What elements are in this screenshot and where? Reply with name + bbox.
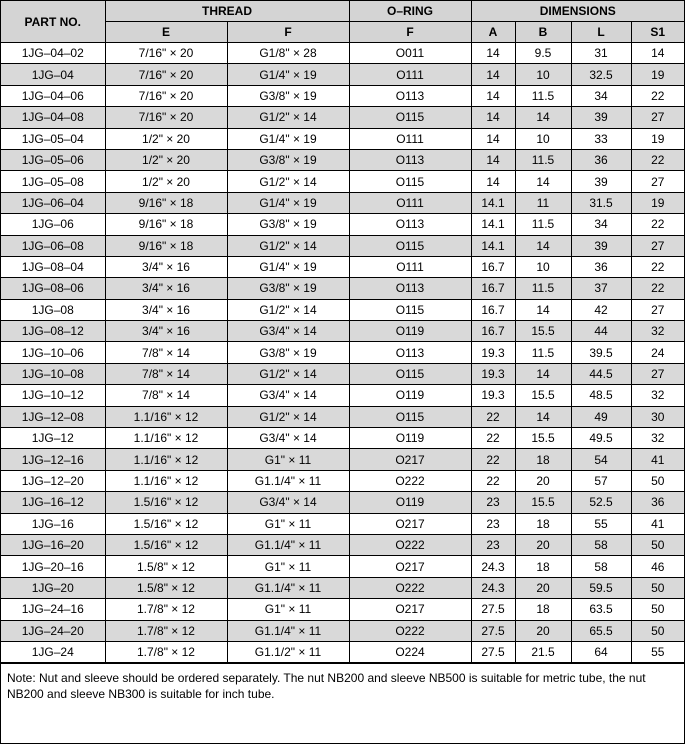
table-row [1,64,684,85]
dim-b-cell: 20 [515,534,571,555]
table-row [1,43,684,64]
dim-a-cell: 14 [471,64,515,85]
thread-e-cell: 1.5/8" × 12 [105,577,227,598]
dim-b-cell: 20 [515,577,571,598]
dim-b-cell: 10 [515,128,571,149]
dim-l-cell: 58 [571,556,631,577]
dim-a-cell: 23 [471,492,515,513]
part-no-cell: 1JG–08–04 [1,256,105,277]
dim-l-cell: 33 [571,128,631,149]
part-no-cell: 1JG–04 [1,64,105,85]
oring-cell: O119 [349,428,471,449]
dim-l-cell: 36 [571,149,631,170]
table-row [1,406,684,427]
part-no-cell: 1JG–24 [1,641,105,662]
dim-l-cell: 39.5 [571,342,631,363]
dim-s1-cell: 50 [631,620,684,641]
table-row [1,299,684,320]
dim-a-cell: 19.3 [471,385,515,406]
thread-e-cell: 1.1/16" × 12 [105,428,227,449]
table-row [1,599,684,620]
thread-f-cell: G1/4" × 19 [227,192,349,213]
dim-b-cell: 11.5 [515,214,571,235]
table-row [1,556,684,577]
dim-s1-cell: 32 [631,321,684,342]
oring-cell: O222 [349,620,471,641]
dim-a-cell: 24.3 [471,556,515,577]
dim-s1-cell: 27 [631,235,684,256]
oring-cell: O113 [349,342,471,363]
table-row [1,363,684,384]
part-no-cell: 1JG–10–12 [1,385,105,406]
oring-cell: O113 [349,278,471,299]
dim-s1-cell: 22 [631,278,684,299]
dim-a-cell: 16.7 [471,299,515,320]
part-no-cell: 1JG–16–12 [1,492,105,513]
oring-cell: O115 [349,363,471,384]
dim-a-cell: 27.5 [471,620,515,641]
dim-s1-cell: 50 [631,534,684,555]
table-row [1,128,684,149]
table-row [1,385,684,406]
thread-e-cell: 1.1/16" × 12 [105,449,227,470]
thread-f-cell: G1/4" × 19 [227,128,349,149]
part-no-cell: 1JG–12 [1,428,105,449]
oring-cell: O111 [349,192,471,213]
dim-b-cell: 11.5 [515,85,571,106]
thread-f-cell: G3/4" × 14 [227,492,349,513]
oring-cell: O011 [349,43,471,64]
header-oring-f: F [349,22,471,43]
dim-s1-cell: 27 [631,299,684,320]
dim-a-cell: 14.1 [471,235,515,256]
thread-f-cell: G1.1/2" × 11 [227,641,349,662]
table-row [1,534,684,555]
part-no-cell: 1JG–04–06 [1,85,105,106]
header-dim-b: B [515,22,571,43]
oring-cell: O217 [349,513,471,534]
dim-a-cell: 23 [471,534,515,555]
dim-a-cell: 16.7 [471,278,515,299]
thread-f-cell: G1" × 11 [227,513,349,534]
dim-l-cell: 49.5 [571,428,631,449]
table-row [1,235,684,256]
oring-cell: O113 [349,85,471,106]
dim-l-cell: 39 [571,235,631,256]
thread-e-cell: 9/16" × 18 [105,192,227,213]
dim-a-cell: 16.7 [471,321,515,342]
dim-l-cell: 34 [571,214,631,235]
table-row [1,577,684,598]
dim-a-cell: 22 [471,428,515,449]
part-no-cell: 1JG–08–06 [1,278,105,299]
dim-b-cell: 14 [515,107,571,128]
dim-b-cell: 11.5 [515,278,571,299]
table-row [1,449,684,470]
part-no-cell: 1JG–16–20 [1,534,105,555]
header-thread-f: F [227,22,349,43]
oring-cell: O115 [349,299,471,320]
dim-b-cell: 18 [515,513,571,534]
dim-l-cell: 55 [571,513,631,534]
dim-a-cell: 14 [471,43,515,64]
dim-a-cell: 14.1 [471,192,515,213]
oring-cell: O111 [349,64,471,85]
thread-f-cell: G1" × 11 [227,599,349,620]
dim-l-cell: 48.5 [571,385,631,406]
oring-cell: O115 [349,406,471,427]
thread-e-cell: 9/16" × 18 [105,214,227,235]
thread-e-cell: 1.5/16" × 12 [105,513,227,534]
oring-cell: O217 [349,599,471,620]
table-row [1,149,684,170]
thread-e-cell: 1.1/16" × 12 [105,470,227,491]
dim-b-cell: 15.5 [515,321,571,342]
dim-a-cell: 14 [471,149,515,170]
thread-e-cell: 1/2" × 20 [105,149,227,170]
thread-f-cell: G1/4" × 19 [227,256,349,277]
table-row [1,214,684,235]
dim-l-cell: 31.5 [571,192,631,213]
oring-cell: O119 [349,321,471,342]
thread-f-cell: G3/4" × 14 [227,385,349,406]
dim-a-cell: 22 [471,406,515,427]
table-row [1,256,684,277]
dim-b-cell: 11.5 [515,342,571,363]
thread-f-cell: G1/2" × 14 [227,363,349,384]
dim-s1-cell: 50 [631,599,684,620]
thread-e-cell: 7/16" × 20 [105,107,227,128]
oring-cell: O115 [349,235,471,256]
dim-l-cell: 64 [571,641,631,662]
dim-a-cell: 27.5 [471,641,515,662]
thread-e-cell: 7/16" × 20 [105,85,227,106]
dim-b-cell: 14 [515,406,571,427]
dim-s1-cell: 27 [631,363,684,384]
thread-e-cell: 3/4" × 16 [105,321,227,342]
oring-cell: O115 [349,171,471,192]
thread-e-cell: 1.5/16" × 12 [105,534,227,555]
dim-a-cell: 14 [471,128,515,149]
oring-cell: O222 [349,470,471,491]
oring-cell: O119 [349,492,471,513]
dim-s1-cell: 46 [631,556,684,577]
thread-f-cell: G1/2" × 14 [227,299,349,320]
thread-f-cell: G3/4" × 14 [227,321,349,342]
header-dim-a: A [471,22,515,43]
thread-f-cell: G1" × 11 [227,449,349,470]
dim-s1-cell: 19 [631,64,684,85]
part-no-cell: 1JG–05–08 [1,171,105,192]
dim-l-cell: 57 [571,470,631,491]
thread-e-cell: 1.5/16" × 12 [105,492,227,513]
dim-b-cell: 15.5 [515,492,571,513]
dim-s1-cell: 36 [631,492,684,513]
oring-cell: O111 [349,256,471,277]
dim-l-cell: 34 [571,85,631,106]
part-no-cell: 1JG–20 [1,577,105,598]
dim-l-cell: 36 [571,256,631,277]
dim-b-cell: 20 [515,470,571,491]
header-dim-s1: S1 [631,22,684,43]
dim-a-cell: 27.5 [471,599,515,620]
part-no-cell: 1JG–05–06 [1,149,105,170]
part-no-cell: 1JG–12–16 [1,449,105,470]
thread-e-cell: 7/16" × 20 [105,64,227,85]
oring-cell: O217 [349,556,471,577]
dim-s1-cell: 24 [631,342,684,363]
part-no-cell: 1JG–04–08 [1,107,105,128]
dim-b-cell: 18 [515,556,571,577]
oring-cell: O113 [349,149,471,170]
dim-a-cell: 24.3 [471,577,515,598]
thread-f-cell: G1.1/4" × 11 [227,620,349,641]
dim-b-cell: 10 [515,256,571,277]
dim-l-cell: 63.5 [571,599,631,620]
thread-f-cell: G3/8" × 19 [227,278,349,299]
header-thread-e: E [105,22,227,43]
table-row [1,428,684,449]
dim-l-cell: 37 [571,278,631,299]
thread-e-cell: 1.7/8" × 12 [105,599,227,620]
thread-e-cell: 3/4" × 16 [105,256,227,277]
dim-a-cell: 19.3 [471,342,515,363]
part-no-cell: 1JG–10–06 [1,342,105,363]
dim-s1-cell: 41 [631,449,684,470]
dim-s1-cell: 50 [631,577,684,598]
thread-e-cell: 1.1/16" × 12 [105,406,227,427]
dim-s1-cell: 14 [631,43,684,64]
dim-b-cell: 15.5 [515,428,571,449]
dim-b-cell: 21.5 [515,641,571,662]
part-no-cell: 1JG–08 [1,299,105,320]
oring-cell: O217 [349,449,471,470]
part-no-cell: 1JG–06 [1,214,105,235]
thread-f-cell: G1.1/4" × 11 [227,577,349,598]
oring-cell: O113 [349,214,471,235]
table-row [1,641,684,662]
dim-a-cell: 16.7 [471,256,515,277]
table-row [1,107,684,128]
thread-f-cell: G3/8" × 19 [227,342,349,363]
table-row [1,470,684,491]
thread-e-cell: 1/2" × 20 [105,171,227,192]
oring-cell: O119 [349,385,471,406]
thread-f-cell: G1.1/4" × 11 [227,470,349,491]
thread-f-cell: G3/4" × 14 [227,428,349,449]
oring-cell: O222 [349,577,471,598]
table-row [1,278,684,299]
part-no-cell: 1JG–08–12 [1,321,105,342]
dim-s1-cell: 32 [631,428,684,449]
dim-b-cell: 20 [515,620,571,641]
table-row [1,85,684,106]
thread-f-cell: G1/2" × 14 [227,107,349,128]
thread-f-cell: G1/8" × 28 [227,43,349,64]
header-dimensions: DIMENSIONS [471,1,684,22]
dim-l-cell: 31 [571,43,631,64]
part-no-cell: 1JG–04–02 [1,43,105,64]
part-no-cell: 1JG–24–16 [1,599,105,620]
dim-s1-cell: 27 [631,107,684,128]
dim-b-cell: 11.5 [515,149,571,170]
table-row [1,321,684,342]
part-no-cell: 1JG–06–04 [1,192,105,213]
dim-s1-cell: 27 [631,171,684,192]
oring-cell: O222 [349,534,471,555]
dim-b-cell: 9.5 [515,43,571,64]
table-row [1,192,684,213]
table-row [1,492,684,513]
dim-l-cell: 58 [571,534,631,555]
dim-s1-cell: 19 [631,128,684,149]
thread-f-cell: G1/2" × 14 [227,235,349,256]
header-part-no: PART NO. [1,1,105,43]
header-row-group [1,1,684,22]
dim-s1-cell: 30 [631,406,684,427]
oring-cell: O111 [349,128,471,149]
thread-e-cell: 3/4" × 16 [105,299,227,320]
thread-e-cell: 1.7/8" × 12 [105,641,227,662]
dim-l-cell: 39 [571,171,631,192]
dim-b-cell: 18 [515,599,571,620]
thread-e-cell: 7/16" × 20 [105,43,227,64]
dim-l-cell: 44.5 [571,363,631,384]
dim-l-cell: 42 [571,299,631,320]
footnote: Note: Nut and sleeve should be ordered separately. The nut NB200 and sleeve NB500 is suitable for metric tube, the nut NB200 and sleeve NB300 is suitable for inch tube. [1,663,684,713]
header-dim-l: L [571,22,631,43]
dim-b-cell: 11 [515,192,571,213]
thread-e-cell: 1/2" × 20 [105,128,227,149]
dim-b-cell: 14 [515,171,571,192]
part-no-cell: 1JG–12–08 [1,406,105,427]
oring-cell: O224 [349,641,471,662]
dim-s1-cell: 22 [631,214,684,235]
dim-l-cell: 65.5 [571,620,631,641]
part-no-cell: 1JG–12–20 [1,470,105,491]
dim-a-cell: 14 [471,85,515,106]
thread-f-cell: G1" × 11 [227,556,349,577]
thread-e-cell: 1.7/8" × 12 [105,620,227,641]
dim-s1-cell: 22 [631,85,684,106]
part-no-cell: 1JG–05–04 [1,128,105,149]
oring-cell: O115 [349,107,471,128]
dim-a-cell: 14.1 [471,214,515,235]
table-row [1,513,684,534]
dim-s1-cell: 50 [631,470,684,491]
dim-b-cell: 15.5 [515,385,571,406]
dim-b-cell: 18 [515,449,571,470]
dim-a-cell: 14 [471,107,515,128]
table-row [1,620,684,641]
thread-e-cell: 7/8" × 14 [105,385,227,406]
thread-f-cell: G1.1/4" × 11 [227,534,349,555]
dim-l-cell: 54 [571,449,631,470]
thread-e-cell: 1.5/8" × 12 [105,556,227,577]
dim-a-cell: 22 [471,470,515,491]
dim-s1-cell: 55 [631,641,684,662]
part-no-cell: 1JG–16 [1,513,105,534]
dim-a-cell: 22 [471,449,515,470]
table-body [1,43,684,663]
dim-a-cell: 14 [471,171,515,192]
header-thread: THREAD [105,1,349,22]
dim-s1-cell: 22 [631,256,684,277]
part-no-cell: 1JG–20–16 [1,556,105,577]
thread-e-cell: 7/8" × 14 [105,342,227,363]
dim-b-cell: 10 [515,64,571,85]
table-row [1,171,684,192]
thread-f-cell: G3/8" × 19 [227,149,349,170]
dim-b-cell: 14 [515,235,571,256]
part-no-cell: 1JG–24–20 [1,620,105,641]
part-no-cell: 1JG–06–08 [1,235,105,256]
dim-l-cell: 59.5 [571,577,631,598]
dim-l-cell: 52.5 [571,492,631,513]
thread-f-cell: G1/2" × 14 [227,171,349,192]
part-no-cell: 1JG–10–08 [1,363,105,384]
dim-s1-cell: 41 [631,513,684,534]
dim-l-cell: 44 [571,321,631,342]
table-row [1,342,684,363]
dim-b-cell: 14 [515,299,571,320]
thread-e-cell: 7/8" × 14 [105,363,227,384]
dim-l-cell: 49 [571,406,631,427]
dim-l-cell: 32.5 [571,64,631,85]
dim-s1-cell: 19 [631,192,684,213]
dim-s1-cell: 22 [631,149,684,170]
thread-f-cell: G1/4" × 19 [227,64,349,85]
thread-f-cell: G3/8" × 19 [227,85,349,106]
thread-f-cell: G3/8" × 19 [227,214,349,235]
thread-e-cell: 3/4" × 16 [105,278,227,299]
thread-e-cell: 9/16" × 18 [105,235,227,256]
fitting-spec-table [1,1,684,663]
dim-a-cell: 23 [471,513,515,534]
dim-s1-cell: 32 [631,385,684,406]
dim-b-cell: 14 [515,363,571,384]
dim-l-cell: 39 [571,107,631,128]
thread-f-cell: G1/2" × 14 [227,406,349,427]
dim-a-cell: 19.3 [471,363,515,384]
header-oring: O–RING [349,1,471,22]
